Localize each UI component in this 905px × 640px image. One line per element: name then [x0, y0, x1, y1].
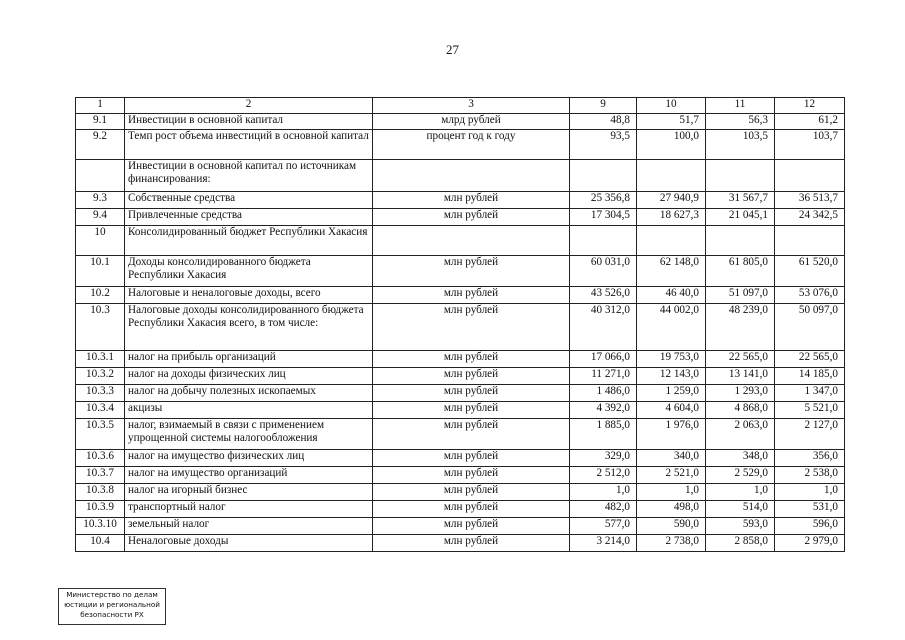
row-unit-cell: [373, 226, 570, 256]
table-row: [76, 256, 845, 287]
row-number-cell: 10.1: [76, 256, 125, 287]
header-cell: 10: [637, 98, 706, 114]
header-cell: 1: [76, 98, 125, 114]
row-unit-cell: млн рублей: [373, 192, 570, 209]
value-cell-10: 18 627,3: [637, 209, 706, 226]
header-cell: 2: [125, 98, 373, 114]
row-name-cell: Привлеченные средства: [125, 209, 373, 226]
value-cell-11: 48 239,0: [706, 304, 775, 351]
table-row: [76, 385, 845, 402]
table-row: [76, 114, 845, 130]
row-name-cell: налог, взимаемый в связи с применением упрощенной системы налогообложения: [125, 419, 373, 450]
row-number-cell: 10.4: [76, 535, 125, 552]
row-number-cell: 10.3.9: [76, 501, 125, 518]
value-cell-10: 12 143,0: [637, 368, 706, 385]
header-cell: 3: [373, 98, 570, 114]
value-cell-11: 593,0: [706, 518, 775, 535]
value-cell-9: 17 066,0: [570, 351, 637, 368]
ministry-stamp: [58, 588, 166, 625]
table-row: [76, 518, 845, 535]
table-row: [76, 484, 845, 501]
row-unit-cell: млн рублей: [373, 351, 570, 368]
row-unit-cell: млн рублей: [373, 209, 570, 226]
value-cell-9: 43 526,0: [570, 287, 637, 304]
row-name-cell: Налоговые и неналоговые доходы, всего: [125, 287, 373, 304]
table-header-row: [76, 98, 845, 114]
value-cell-10: 46 40,0: [637, 287, 706, 304]
stamp-line: безопасности РХ: [80, 610, 144, 619]
value-cell-12: 103,7: [775, 130, 845, 160]
table-row: [76, 535, 845, 552]
row-number-cell: 9.4: [76, 209, 125, 226]
row-name-cell: Налоговые доходы консолидированного бюджета Республики Хакасия всего, в том числе:: [125, 304, 373, 351]
row-unit-cell: [373, 160, 570, 192]
value-cell-12: 5 521,0: [775, 402, 845, 419]
value-cell-9: 1 885,0: [570, 419, 637, 450]
value-cell-11: 2 529,0: [706, 467, 775, 484]
value-cell-9: 577,0: [570, 518, 637, 535]
row-number-cell: 10.3.1: [76, 351, 125, 368]
page-number: 27: [446, 42, 459, 57]
row-name-cell: налог на прибыль организаций: [125, 351, 373, 368]
table-row: [76, 209, 845, 226]
table-row: [76, 304, 845, 351]
value-cell-10: 498,0: [637, 501, 706, 518]
value-cell-12: 22 565,0: [775, 351, 845, 368]
row-name-cell: Консолидированный бюджет Республики Хакасия: [125, 226, 373, 256]
row-number-cell: 10.3: [76, 304, 125, 351]
value-cell-12: 53 076,0: [775, 287, 845, 304]
row-number-cell: 9.1: [76, 114, 125, 130]
value-cell-12: 24 342,5: [775, 209, 845, 226]
value-cell-12: 50 097,0: [775, 304, 845, 351]
value-cell-10: 1 259,0: [637, 385, 706, 402]
row-name-cell: Инвестиции в основной капитал: [125, 114, 373, 130]
row-number-cell: 9.2: [76, 130, 125, 160]
value-cell-12: 1 347,0: [775, 385, 845, 402]
value-cell-9: 482,0: [570, 501, 637, 518]
value-cell-11: 56,3: [706, 114, 775, 130]
table-row: [76, 351, 845, 368]
value-cell-9: 17 304,5: [570, 209, 637, 226]
value-cell-9: 11 271,0: [570, 368, 637, 385]
row-unit-cell: процент год к году: [373, 130, 570, 160]
row-number-cell: 10.3.4: [76, 402, 125, 419]
row-unit-cell: млн рублей: [373, 402, 570, 419]
row-number-cell: 10.3.6: [76, 450, 125, 467]
row-unit-cell: млн рублей: [373, 484, 570, 501]
value-cell-10: 19 753,0: [637, 351, 706, 368]
row-name-cell: транспортный налог: [125, 501, 373, 518]
table-row: [76, 419, 845, 450]
value-cell-11: 51 097,0: [706, 287, 775, 304]
value-cell-9: 4 392,0: [570, 402, 637, 419]
header-cell: 9: [570, 98, 637, 114]
row-number-cell: 10.3.3: [76, 385, 125, 402]
value-cell-9: 60 031,0: [570, 256, 637, 287]
row-number-cell: [76, 160, 125, 192]
value-cell-10: 340,0: [637, 450, 706, 467]
value-cell-11: 348,0: [706, 450, 775, 467]
row-unit-cell: млн рублей: [373, 450, 570, 467]
value-cell-11: 13 141,0: [706, 368, 775, 385]
row-name-cell: акцизы: [125, 402, 373, 419]
value-cell-10: 590,0: [637, 518, 706, 535]
table-row: [76, 467, 845, 484]
value-cell-12: [775, 160, 845, 192]
value-cell-10: [637, 226, 706, 256]
row-name-cell: налог на имущество организаций: [125, 467, 373, 484]
value-cell-12: 531,0: [775, 501, 845, 518]
table-row: [76, 130, 845, 160]
table-row: [76, 402, 845, 419]
row-name-cell: Доходы консолидированного бюджета Республики Хакасия: [125, 256, 373, 287]
value-cell-9: 2 512,0: [570, 467, 637, 484]
row-number-cell: 10.3.5: [76, 419, 125, 450]
value-cell-9: 40 312,0: [570, 304, 637, 351]
value-cell-9: 93,5: [570, 130, 637, 160]
row-unit-cell: млн рублей: [373, 535, 570, 552]
stamp-line: Министерство по делам: [66, 590, 158, 599]
row-name-cell: Темп рост объема инвестиций в основной капитал: [125, 130, 373, 160]
row-name-cell: налог на игорный бизнес: [125, 484, 373, 501]
row-unit-cell: млн рублей: [373, 501, 570, 518]
table-row: [76, 226, 845, 256]
value-cell-11: [706, 226, 775, 256]
row-name-cell: Инвестиции в основной капитал по источникам финансирования:: [125, 160, 373, 192]
value-cell-10: 2 738,0: [637, 535, 706, 552]
row-unit-cell: млн рублей: [373, 467, 570, 484]
header-cell: 11: [706, 98, 775, 114]
table-row: [76, 160, 845, 192]
value-cell-11: 103,5: [706, 130, 775, 160]
value-cell-9: [570, 226, 637, 256]
row-unit-cell: млн рублей: [373, 287, 570, 304]
row-number-cell: 10: [76, 226, 125, 256]
value-cell-11: 31 567,7: [706, 192, 775, 209]
row-unit-cell: млн рублей: [373, 385, 570, 402]
value-cell-9: 48,8: [570, 114, 637, 130]
value-cell-12: [775, 226, 845, 256]
row-unit-cell: млн рублей: [373, 419, 570, 450]
stamp-line: юстиции и региональной: [64, 600, 160, 609]
value-cell-10: 62 148,0: [637, 256, 706, 287]
row-number-cell: 9.3: [76, 192, 125, 209]
data-table: [75, 97, 845, 552]
row-unit-cell: млрд рублей: [373, 114, 570, 130]
row-number-cell: 10.3.7: [76, 467, 125, 484]
table-row: [76, 450, 845, 467]
value-cell-10: 51,7: [637, 114, 706, 130]
table-row: [76, 501, 845, 518]
value-cell-11: 1 293,0: [706, 385, 775, 402]
row-number-cell: 10.2: [76, 287, 125, 304]
value-cell-11: [706, 160, 775, 192]
value-cell-12: 2 538,0: [775, 467, 845, 484]
table-row: [76, 368, 845, 385]
value-cell-11: 2 063,0: [706, 419, 775, 450]
value-cell-10: 1 976,0: [637, 419, 706, 450]
row-unit-cell: млн рублей: [373, 256, 570, 287]
value-cell-10: 4 604,0: [637, 402, 706, 419]
value-cell-12: 596,0: [775, 518, 845, 535]
row-name-cell: налог на имущество физических лиц: [125, 450, 373, 467]
value-cell-12: 2 979,0: [775, 535, 845, 552]
value-cell-11: 22 565,0: [706, 351, 775, 368]
value-cell-10: 2 521,0: [637, 467, 706, 484]
value-cell-12: 61 520,0: [775, 256, 845, 287]
value-cell-12: 14 185,0: [775, 368, 845, 385]
value-cell-11: 514,0: [706, 501, 775, 518]
row-name-cell: Собственные средства: [125, 192, 373, 209]
value-cell-11: 2 858,0: [706, 535, 775, 552]
value-cell-11: 61 805,0: [706, 256, 775, 287]
value-cell-9: 1,0: [570, 484, 637, 501]
value-cell-10: 1,0: [637, 484, 706, 501]
value-cell-12: 61,2: [775, 114, 845, 130]
value-cell-9: 3 214,0: [570, 535, 637, 552]
row-name-cell: налог на доходы физических лиц: [125, 368, 373, 385]
value-cell-10: 100,0: [637, 130, 706, 160]
row-unit-cell: млн рублей: [373, 304, 570, 351]
value-cell-11: 1,0: [706, 484, 775, 501]
row-unit-cell: млн рублей: [373, 518, 570, 535]
value-cell-10: 27 940,9: [637, 192, 706, 209]
value-cell-12: 356,0: [775, 450, 845, 467]
value-cell-12: 2 127,0: [775, 419, 845, 450]
table-row: [76, 287, 845, 304]
header-cell: 12: [775, 98, 845, 114]
row-name-cell: налог на добычу полезных ископаемых: [125, 385, 373, 402]
value-cell-9: 329,0: [570, 450, 637, 467]
value-cell-11: 21 045,1: [706, 209, 775, 226]
value-cell-9: 25 356,8: [570, 192, 637, 209]
row-unit-cell: млн рублей: [373, 368, 570, 385]
value-cell-11: 4 868,0: [706, 402, 775, 419]
table-row: [76, 192, 845, 209]
row-name-cell: Неналоговые доходы: [125, 535, 373, 552]
row-number-cell: 10.3.2: [76, 368, 125, 385]
row-number-cell: 10.3.10: [76, 518, 125, 535]
value-cell-10: 44 002,0: [637, 304, 706, 351]
value-cell-12: 1,0: [775, 484, 845, 501]
value-cell-10: [637, 160, 706, 192]
row-number-cell: 10.3.8: [76, 484, 125, 501]
value-cell-9: 1 486,0: [570, 385, 637, 402]
value-cell-9: [570, 160, 637, 192]
row-name-cell: земельный налог: [125, 518, 373, 535]
value-cell-12: 36 513,7: [775, 192, 845, 209]
